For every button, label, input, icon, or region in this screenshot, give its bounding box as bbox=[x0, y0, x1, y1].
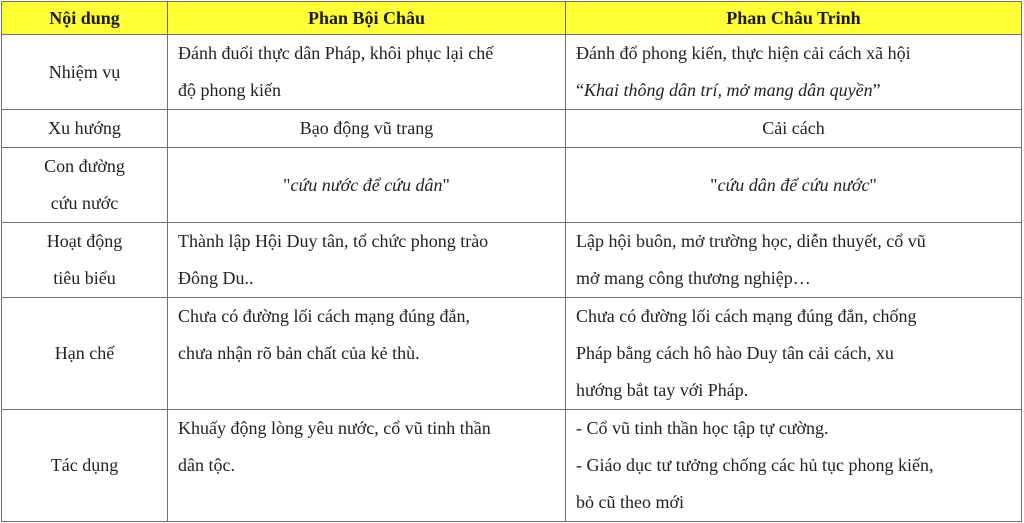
cell-line: Thành lập Hội Duy tân, tổ chức phong trào bbox=[178, 231, 489, 251]
cell-line: Chưa có đường lối cách mạng đúng đắn, chống bbox=[576, 306, 917, 326]
quote-close: ” bbox=[872, 80, 881, 100]
table-row bbox=[2, 148, 1022, 223]
cell-line: Đánh đuổi thực dân Pháp, khôi phục lại chế bbox=[178, 43, 494, 63]
row-label bbox=[2, 110, 168, 148]
table-row bbox=[2, 410, 1022, 522]
cell-line: độ phong kiến bbox=[178, 80, 281, 100]
row-label bbox=[2, 35, 168, 110]
table-row bbox=[2, 223, 1022, 298]
pct-cell bbox=[566, 110, 1022, 148]
table-row bbox=[2, 298, 1022, 410]
row-label-line: Hạn chế bbox=[54, 343, 115, 363]
cell-line bbox=[178, 167, 555, 204]
cell-line: Khuấy động lòng yêu nước, cổ vũ tinh thần bbox=[178, 418, 491, 438]
cell-line: - Cổ vũ tinh thần học tập tự cường. bbox=[576, 418, 829, 438]
pbc-cell bbox=[168, 148, 566, 223]
row-label bbox=[2, 298, 168, 410]
pbc-cell bbox=[168, 110, 566, 148]
cell-line: Lập hội buôn, mở trường học, diễn thuyết, cổ vũ bbox=[576, 231, 926, 251]
quote-close: " bbox=[442, 174, 450, 195]
header-phan-chau-trinh: Phan Châu Trinh bbox=[566, 2, 1022, 35]
row-label-line: cứu nước bbox=[50, 193, 119, 213]
header-row bbox=[2, 2, 1022, 35]
cell-line bbox=[576, 72, 1011, 109]
italic-slogan: cứu dân để cứu nước bbox=[717, 174, 870, 195]
comparison-table bbox=[1, 1, 1022, 522]
cell-line: chưa nhận rõ bản chất của kẻ thù. bbox=[178, 343, 420, 363]
pct-cell bbox=[566, 35, 1022, 110]
quote-close: " bbox=[869, 174, 877, 195]
pct-cell bbox=[566, 148, 1022, 223]
cell-line: Bạo động vũ trang bbox=[299, 118, 434, 138]
cell-line: Pháp bằng cách hô hào Duy tân cải cách, xu bbox=[576, 343, 894, 363]
cell-line: mở mang công thương nghiệp… bbox=[576, 268, 811, 288]
row-label-line: tiêu biểu bbox=[53, 268, 116, 288]
cell-line: Đông Du.. bbox=[178, 268, 254, 288]
quote-open: " bbox=[710, 174, 718, 195]
row-label-line: Tác dụng bbox=[50, 455, 119, 475]
cell-line: Chưa có đường lối cách mạng đúng đắn, bbox=[178, 306, 470, 326]
quote-open: " bbox=[283, 174, 291, 195]
row-label-line: Con đường bbox=[44, 156, 125, 176]
cell-line: dân tộc. bbox=[178, 455, 235, 475]
cell-line bbox=[576, 167, 1011, 204]
row-label-line: Nhiệm vụ bbox=[48, 61, 121, 82]
pct-cell bbox=[566, 223, 1022, 298]
italic-slogan: Khai thông dân trí, mở mang dân quyền bbox=[584, 80, 873, 100]
header-phan-boi-chau: Phan Bội Châu bbox=[168, 2, 566, 35]
cell-line: Cải cách bbox=[762, 118, 825, 138]
pbc-cell bbox=[168, 223, 566, 298]
cell-line: - Giáo dục tư tưởng chống các hủ tục phong kiến, bbox=[576, 455, 934, 475]
pct-cell bbox=[566, 298, 1022, 410]
row-label-line: Xu hướng bbox=[48, 118, 121, 138]
pbc-cell bbox=[168, 298, 566, 410]
header-noi-dung: Nội dung bbox=[2, 2, 168, 35]
row-label-line: Hoạt động bbox=[46, 231, 123, 251]
italic-slogan: cứu nước để cứu dân bbox=[290, 174, 443, 195]
cell-line: hướng bắt tay với Pháp. bbox=[576, 380, 749, 400]
pbc-cell bbox=[168, 410, 566, 522]
row-label bbox=[2, 223, 168, 298]
cell-line: Đánh đổ phong kiến, thực hiện cải cách xã hội bbox=[576, 43, 911, 63]
pct-cell bbox=[566, 410, 1022, 522]
quote-open: “ bbox=[576, 80, 584, 100]
table-row bbox=[2, 110, 1022, 148]
table-row bbox=[2, 35, 1022, 110]
row-label bbox=[2, 410, 168, 522]
pbc-cell bbox=[168, 35, 566, 110]
cell-line: bỏ cũ theo mới bbox=[576, 492, 684, 512]
row-label bbox=[2, 148, 168, 223]
